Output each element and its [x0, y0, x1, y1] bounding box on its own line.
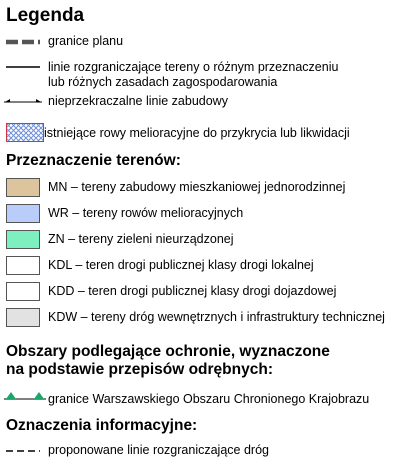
building-line-icon — [4, 97, 42, 105]
kdw-swatch — [6, 308, 40, 327]
drainage-ditch-hatch-icon — [6, 123, 44, 142]
plan-boundary-line-icon — [6, 39, 40, 45]
protected-landscape-boundary-icon — [4, 391, 46, 401]
legend-item-drainage-ditch: istniejące rowy melioracyjne do przykrycia lub likwidacji — [44, 126, 350, 140]
land-use-item-zn: ZN – tereny zieleni nieurządzonej — [48, 232, 234, 246]
land-use-item-kdd: KDD – teren drogi publicznej klasy drogi dojazdowej — [48, 284, 337, 298]
kdl-swatch — [6, 256, 40, 275]
legend-item-demarcation-line2: lub różnych zasadach zagospodarowania — [48, 75, 278, 89]
wr-swatch — [6, 204, 40, 223]
land-use-item-mn: MN – tereny zabudowy mieszkaniowej jednorodzinnej — [48, 180, 346, 194]
zn-swatch — [6, 230, 40, 249]
protected-item-landscape-boundary: granice Warszawskiego Obszaru Chronionego Krajobrazu — [48, 392, 370, 406]
kdd-swatch — [6, 282, 40, 301]
proposed-road-line-icon — [6, 449, 40, 453]
land-use-item-kdw: KDW – tereny dróg wewnętrznych i infrastruktury technicznej — [48, 310, 385, 324]
protected-title-line1: Obszary podlegające ochronie, wyznaczone — [6, 343, 330, 360]
legend-item-demarcation-line1: linie rozgraniczające tereny o różnym przeznaczeniu — [48, 60, 339, 74]
land-use-item-kdl: KDL – teren drogi publicznej klasy drogi lokalnej — [48, 258, 314, 272]
info-title: Oznaczenia informacyjne: — [6, 417, 198, 434]
protected-title-line2: na podstawie przepisów odrębnych: — [6, 361, 273, 378]
land-use-title: Przeznaczenie terenów: — [6, 152, 181, 169]
info-item-proposed-road-line: proponowane linie rozgraniczające dróg — [48, 443, 269, 457]
demarcation-line-icon — [6, 65, 40, 69]
legend-item-building-line: nieprzekraczalne linie zabudowy — [48, 94, 228, 108]
legend-title: Legenda — [6, 5, 85, 26]
legend-item-plan-boundary: granice planu — [48, 34, 124, 48]
mn-swatch — [6, 178, 40, 197]
land-use-item-wr: WR – tereny rowów melioracyjnych — [48, 206, 244, 220]
